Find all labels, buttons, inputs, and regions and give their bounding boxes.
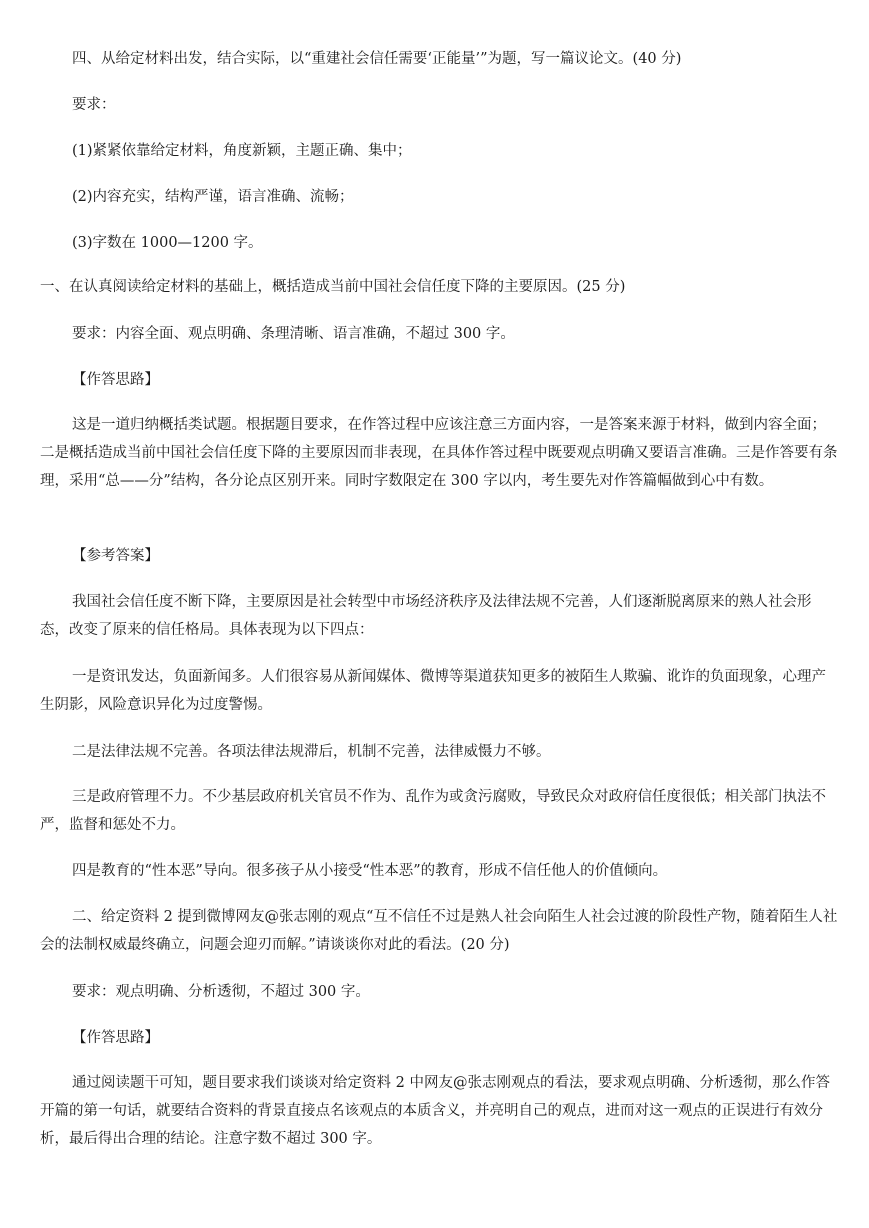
q2-requirements: 要求：观点明确、分析透彻，不超过 300 字。 xyxy=(72,984,370,1000)
q4-title: 四、从给定材料出发，结合实际，以“重建社会信任需要‘正能量’”为题，写一篇议论文。(40 分) xyxy=(72,51,682,67)
q4-requirement-3: (3)字数在 1000—1200 字。 xyxy=(72,235,263,251)
q1-approach-heading: 【作答思路】 xyxy=(72,372,159,388)
q4-requirement-2: (2)内容充实，结构严谨，语言准确、流畅； xyxy=(72,189,354,205)
q4-requirements-label: 要求： xyxy=(72,97,116,113)
q1-answer-point-3: 三是政府管理不力。不少基层政府机关官员不作为、乱作为或贪污腐败，导致民众对政府信任度很低；相关部门执法不严，监督和惩处不力。 xyxy=(40,789,826,833)
q4-requirement-1: (1)紧紧依靠给定材料，角度新颖，主题正确、集中； xyxy=(72,143,412,159)
q1-answer-point-4: 四是教育的“性本恶”导向。很多孩子从小接受“性本恶”的教育，形成不信任他人的价值倾向。 xyxy=(72,863,668,879)
q1-requirements: 要求：内容全面、观点明确、条理清晰、语言准确，不超过 300 字。 xyxy=(72,326,515,342)
q2-approach-heading: 【作答思路】 xyxy=(72,1030,159,1046)
q1-title: 一、在认真阅读给定材料的基础上，概括造成当前中国社会信任度下降的主要原因。(25 分) xyxy=(40,279,626,295)
q1-answer-intro: 我国社会信任度不断下降，主要原因是社会转型中市场经济秩序及法律法规不完善，人们逐渐脱离原来的熟人社会形态，改变了原来的信任格局。具体表现为以下四点： xyxy=(40,594,812,638)
q1-answer-point-1: 一是资讯发达，负面新闻多。人们很容易从新闻媒体、微博等渠道获知更多的被陌生人欺骗、讹诈的负面现象，心理产生阴影，风险意识异化为过度警惕。 xyxy=(40,669,826,713)
q2-title: 二、给定资料 2 提到微博网友@张志刚的观点“互不信任不过是熟人社会向陌生人社会过渡的阶段性产物，随着陌生人社会的法制权威最终确立，问题会迎刃而解。”请谈谈你对此的看法。(20 分) xyxy=(40,909,838,953)
q1-answer-heading: 【参考答案】 xyxy=(72,548,159,564)
q2-approach-text: 通过阅读题干可知，题目要求我们谈谈对给定资料 2 中网友@张志刚观点的看法，要求观点明确、分析透彻，那么作答开篇的第一句话，就要结合资料的背景直接点名该观点的本质含义，并亮明自己的观点，进而对这一观点的正误进行有效分析，最后得出合理的结论。注意字数不超过 300 字。 xyxy=(40,1075,830,1147)
q1-answer-point-2: 二是法律法规不完善。各项法律法规滞后，机制不完善，法律威慑力不够。 xyxy=(72,744,551,760)
q1-approach-text: 这是一道归纳概括类试题。根据题目要求，在作答过程中应该注意三方面内容，一是答案来源于材料，做到内容全面；二是概括造成当前中国社会信任度下降的主要原因而非表现，在具体作答过程中既要观点明确又要语言准确。三是作答要有条理，采用“总——分”结构，各分论点区别开来。同时字数限定在 300 字以内，考生要先对作答篇幅做到心中有数。 xyxy=(40,417,838,489)
